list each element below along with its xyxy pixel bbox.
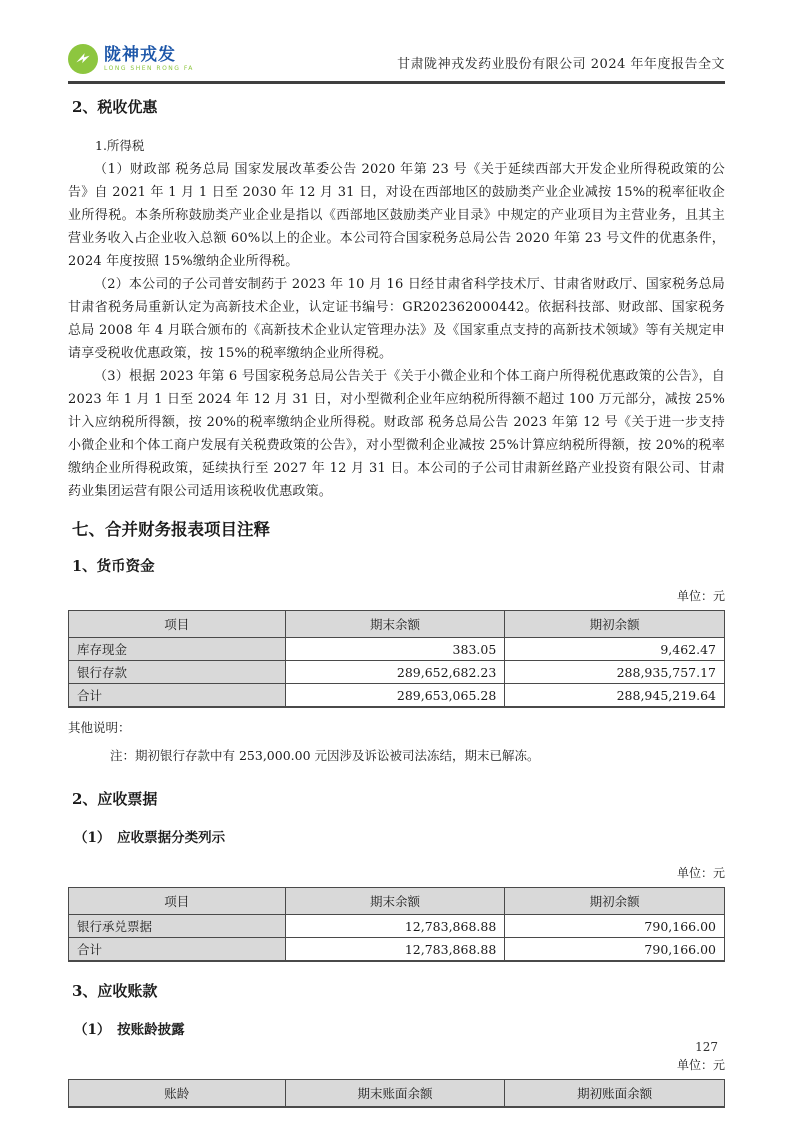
- accounts-receivable-aging-table: [68, 1079, 725, 1108]
- unit-label: 单位：元: [676, 589, 725, 603]
- monetary-funds-table: [68, 610, 725, 708]
- other-notes-label: 其他说明：: [68, 720, 131, 735]
- brand-name-cn: 陇神戎发: [104, 44, 176, 65]
- monetary-funds-note: 注：期初银行存款中有 253,000.00 元因涉及诉讼被司法冻结，期末已解冻。: [110, 748, 540, 763]
- column-header-opening: 期初余额: [505, 611, 725, 638]
- column-header-opening-book-balance: 期初账面余额: [505, 1080, 725, 1108]
- table-header-row: [69, 1080, 725, 1108]
- column-header-aging: 账龄: [69, 1080, 286, 1108]
- unit-label: 单位：元: [676, 1058, 725, 1072]
- amount-cell: 9,462.47: [505, 638, 725, 661]
- row-label-cell: 银行承兑票据: [69, 915, 286, 938]
- document-title: 甘肃陇神戎发药业股份有限公司 2024 年年度报告全文: [397, 57, 725, 72]
- amount-cell: 288,935,757.17: [505, 661, 725, 684]
- section-heading-notes: 七、合并财务报表项目注释: [72, 520, 270, 539]
- heading-accounts-receivable: 3、应收账款: [72, 982, 158, 1000]
- heading-notes-receivable: 2、应收票据: [72, 790, 158, 808]
- table-row: [69, 661, 725, 684]
- amount-cell: 790,166.00: [505, 938, 725, 962]
- column-header-closing: 期末余额: [285, 611, 505, 638]
- amount-cell: 12,783,868.88: [285, 938, 505, 962]
- column-header-closing-book-balance: 期末账面余额: [285, 1080, 505, 1108]
- page-number: 127: [695, 1040, 718, 1054]
- row-label-cell: 合计: [69, 684, 286, 708]
- logo-mark-icon: [68, 44, 98, 74]
- table-row: [69, 915, 725, 938]
- logo-text: [104, 44, 194, 72]
- row-label-cell: 库存现金: [69, 638, 286, 661]
- column-header-item: 项目: [69, 888, 286, 915]
- tax-paragraph-1: （1）财政部 税务总局 国家发展改革委公告 2020 年第 23 号《关于延续西部大开发企业所得税政策的公告》自 2021 年 1 月 1 日至 2030 年 12 月 31 日，对设在西部地区的鼓励类产业企业减按 15%的税率征收企业所得税。本条所称鼓励类产业企业是指以《西部地区鼓励类产业目录》中规定的产业项目为主营业务，且其主营业务收入占企业收入总额 60%以上的企业。本公司符合国家税务总局公告 2020 年第 23 号文件的优惠条件，2024 年度按照 15%缴纳企业所得税。: [68, 162, 725, 269]
- notes-receivable-table: [68, 887, 725, 962]
- page-header: [68, 0, 725, 84]
- unit-label: 单位：元: [676, 866, 725, 880]
- column-header-item: 项目: [69, 611, 286, 638]
- amount-cell: 288,945,219.64: [505, 684, 725, 708]
- bird-glyph-icon: [73, 49, 93, 69]
- table-header-row: [69, 611, 725, 638]
- brand-name-en: LONG SHEN RONG FA: [104, 64, 194, 72]
- column-header-closing: 期末余额: [285, 888, 505, 915]
- table-header-row: [69, 888, 725, 915]
- amount-cell: 790,166.00: [505, 915, 725, 938]
- amount-cell: 289,653,065.28: [285, 684, 505, 708]
- subheading-notes-receivable-classification: （1） 应收票据分类列示: [74, 830, 226, 846]
- amount-cell: 12,783,868.88: [285, 915, 505, 938]
- company-logo: [68, 44, 194, 74]
- tax-paragraph-2: （2）本公司的子公司普安制药于 2023 年 10 月 16 日经甘肃省科学技术厅、甘肃省财政厅、国家税务总局甘肃省税务局重新认定为高新技术企业，认定证书编号：GR202362000442。依据科技部、财政部、国家税务总局 2008 年 4 月联合颁布的《高新技术企业认定管理办法》及《国家重点支持的高新技术领域》等有关规定申请享受税收优惠政策，按 15%的税率缴纳企业所得税。: [68, 277, 725, 361]
- row-label-cell: 合计: [69, 938, 286, 962]
- table-row-total: [69, 938, 725, 962]
- amount-cell: 289,652,682.23: [285, 661, 505, 684]
- column-header-opening: 期初余额: [505, 888, 725, 915]
- subheading-income-tax: 1.所得税: [95, 138, 145, 153]
- amount-cell: 383.05: [285, 638, 505, 661]
- table-row: [69, 638, 725, 661]
- section-heading-tax: 2、税收优惠: [72, 98, 158, 116]
- heading-monetary-funds: 1、货币资金: [72, 558, 155, 575]
- row-label-cell: 银行存款: [69, 661, 286, 684]
- table-row-total: [69, 684, 725, 708]
- subheading-aging-disclosure: （1） 按账龄披露: [74, 1022, 185, 1038]
- tax-paragraph-3: （3）根据 2023 年第 6 号国家税务总局公告关于《关于小微企业和个体工商户所得税优惠政策的公告》，自 2023 年 1 月 1 日至 2024 年 12 月 31 日，对小型微利企业年应纳税所得额不超过 100 万元部分，减按 25%计入应纳税所得额，按 20%的税率缴纳企业所得税。财政部 税务总局公告 2023 年第 12 号《关于进一步支持小微企业和个体工商户发展有关税费政策的公告》，对小型微利企业减按 25%计算应纳税所得额，按 20%的税率缴纳企业所得税政策，延续执行至 2027 年 12 月 31 日。本公司的子公司甘肃新丝路产业投资有限公司、甘肃药业集团运营有限公司适用该税收优惠政策。: [68, 369, 725, 499]
